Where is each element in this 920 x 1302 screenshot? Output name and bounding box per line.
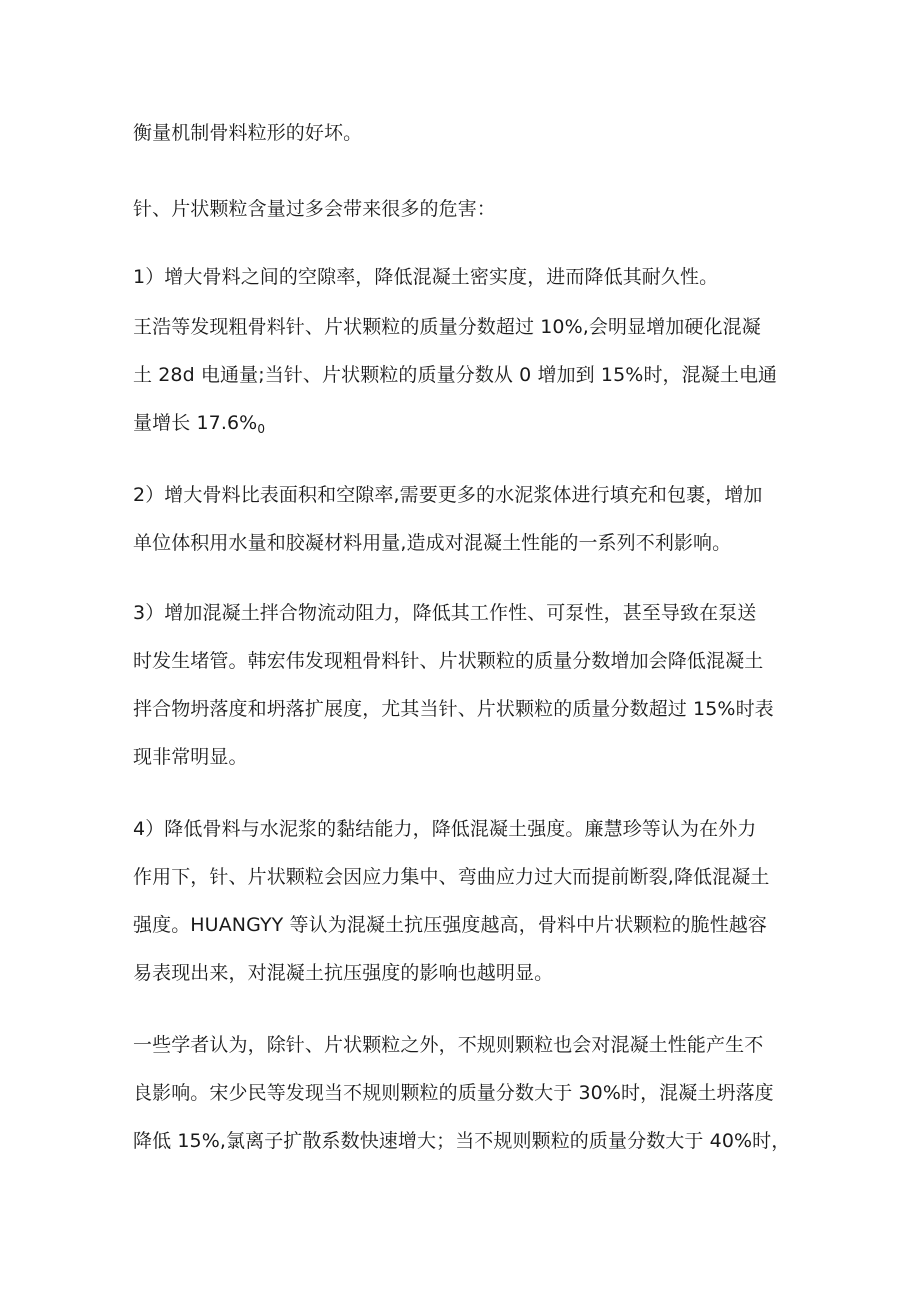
text-line-6-main: 量增长 17.6% <box>133 412 258 434</box>
text-line-4: 王浩等发现粗骨料针、片状颗粒的质量分数超过 10%,会明显增加硬化混凝 <box>133 316 761 338</box>
text-line-6 <box>133 410 823 442</box>
text-line-11: 拌合物坍落度和坍落扩展度，尤其当针、片状颗粒的质量分数超过 15%时表 <box>133 698 774 720</box>
text-line-15: 强度。HUANGYY 等认为混凝土抗压强度越高，骨料中片状颗粒的脆性越容 <box>133 914 768 936</box>
text-line-9: 3）增加混凝土拌合物流动阻力，降低其工作性、可泵性，甚至导致在泵送 <box>133 602 757 624</box>
text-line-8: 单位体积用水量和胶凝材料用量,造成对混凝土性能的一系列不利影响。 <box>133 532 732 554</box>
text-line-2: 针、片状颗粒含量过多会带来很多的危害： <box>133 198 496 220</box>
subscript-zero: 0 <box>257 422 266 436</box>
text-line-13: 4）降低骨料与水泥浆的黏结能力，降低混凝土强度。廉慧珍等认为在外力 <box>133 818 757 840</box>
text-line-14: 作用下，针、片状颗粒会因应力集中、弯曲应力过大而提前断裂,降低混凝土 <box>133 866 770 888</box>
text-line-19: 降低 15%,氯离子扩散系数快速增大；当不规则颗粒的质量分数大于 40%时， <box>133 1130 791 1152</box>
text-line-7: 2）增大骨料比表面积和空隙率,需要更多的水泥浆体进行填充和包裹，增加 <box>133 484 763 506</box>
text-line-5: 土 28d 电通量;当针、片状颗粒的质量分数从 0 增加到 15%时，混凝土电通 <box>133 364 778 386</box>
text-line-10: 时发生堵管。韩宏伟发现粗骨料针、片状颗粒的质量分数增加会降低混凝土 <box>133 650 764 672</box>
text-line-17: 一些学者认为，除针、片状颗粒之外，不规则颗粒也会对混凝土性能产生不 <box>133 1034 764 1056</box>
text-line-1: 衡量机制骨料粒形的好坏。 <box>133 122 363 144</box>
text-line-16: 易表现出来，对混凝土抗压强度的影响也越明显。 <box>133 962 554 984</box>
text-line-18: 良影响。宋少民等发现当不规则颗粒的质量分数大于 30%时，混凝土坍落度 <box>133 1082 774 1104</box>
text-line-3: 1）增大骨料之间的空隙率，降低混凝土密实度，进而降低其耐久性。 <box>133 266 719 288</box>
text-line-12: 现非常明显。 <box>133 746 248 768</box>
